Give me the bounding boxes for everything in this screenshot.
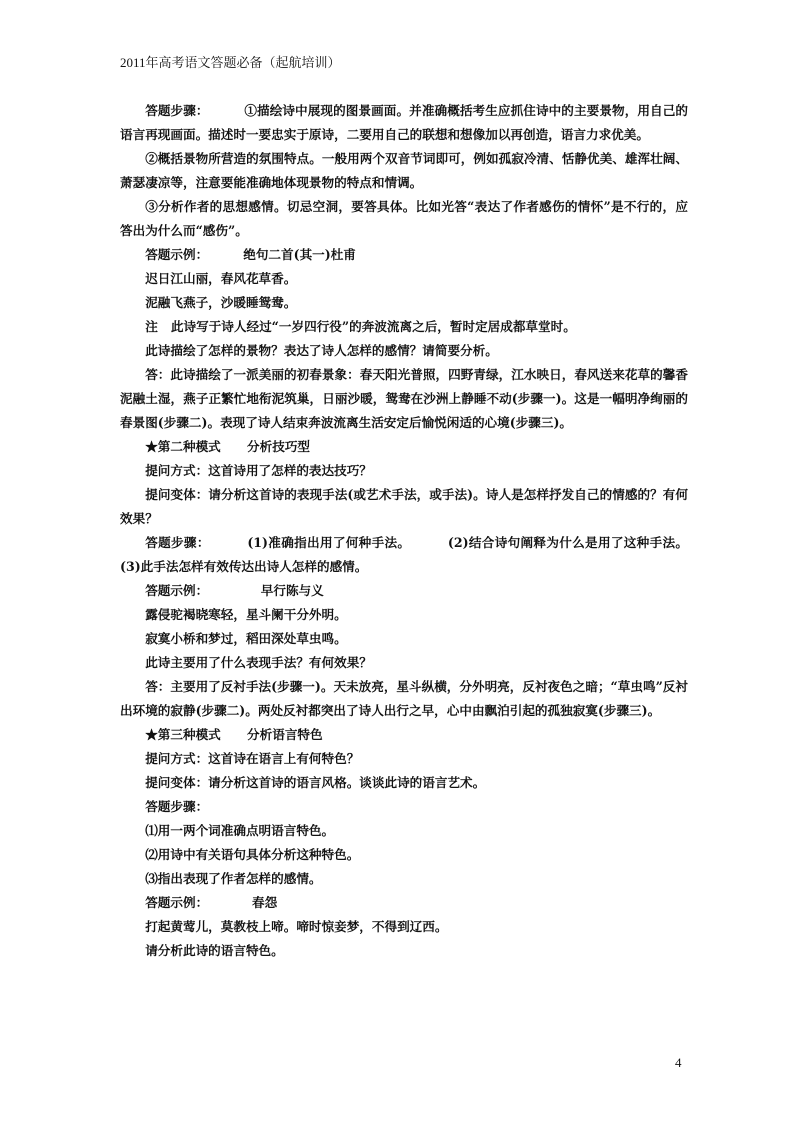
- paragraph: 答题步骤： (1)准确指出用了何种手法。 (2)结合诗句阐释为什么是用了这种手法。(3)此手法怎样有效传达出诗人怎样的感情。: [120, 535, 688, 574]
- paragraph: 提问方式：这首诗在语言上有何特色？: [145, 751, 360, 766]
- paragraph: ②概括景物所营造的氛围特点。一般用两个双音节词即可，例如孤寂冷清、恬静优美、雄浑壮阔、萧瑟凄凉等，注意要能准确地体现景物的特点和情调。: [120, 151, 688, 190]
- paragraph: 打起黄莺儿，莫教枝上啼。啼时惊妾梦，不得到辽西。: [145, 919, 448, 934]
- paragraph: 迟日江山丽，春风花草香。: [145, 271, 297, 286]
- list-item: ⑴用一两个词准确点明语言特色。: [145, 823, 335, 838]
- paragraph: 答题示例： 绝句二首(其一)杜甫: [145, 247, 356, 262]
- paragraph: 此诗描绘了怎样的景物？表达了诗人怎样的感情？请简要分析。: [145, 343, 498, 358]
- list-item: ⑵用诗中有关语句具体分析这种特色。: [145, 847, 360, 862]
- paragraph: 请分析此诗的语言特色。: [145, 943, 284, 958]
- paragraph: 提问变体：请分析这首诗的表现手法(或艺术手法，或手法)。诗人是怎样抒发自己的情感的？有何效果？: [120, 487, 688, 526]
- paragraph: 提问方式：这首诗用了怎样的表达技巧？: [145, 463, 372, 478]
- paragraph: 答题步骤：: [145, 799, 209, 814]
- paragraph: 答题步骤： ①描绘诗中展现的图景画面。并准确概括考生应抓住诗中的主要景物，用自己的语言再现画面。描述时一要忠实于原诗，二要用自己的联想和想像加以再创造，语言力求优美。: [120, 103, 688, 142]
- section-heading: ★第三种模式 分析语言特色: [145, 727, 323, 742]
- paragraph: 提问变体：请分析这首诗的语言风格。谈谈此诗的语言艺术。: [145, 775, 486, 790]
- paragraph: 寂寞小桥和梦过，稻田深处草虫鸣。: [145, 631, 347, 646]
- paragraph: 答题示例： 春怨: [145, 895, 278, 910]
- paragraph: 此诗主要用了什么表现手法？有何效果？: [145, 655, 372, 670]
- page-number: 4: [675, 1055, 682, 1070]
- paragraph: 答：主要用了反衬手法(步骤一)。天未放亮，星斗纵横，分外明亮，反衬夜色之暗；“草虫鸣”反衬出环境的寂静(步骤二)。两处反衬都突出了诗人出行之早，心中由飘泊引起的孤独寂寞(步骤三)。: [120, 679, 688, 718]
- document-body: [120, 99, 688, 963]
- paragraph: 注 此诗写于诗人经过“一岁四行役”的奔波流离之后，暂时定居成都草堂时。: [145, 319, 576, 334]
- paragraph: ③分析作者的思想感情。切忌空洞，要答具体。比如光答“表达了作者感伤的情怀”是不行的，应答出为什么而“感伤”。: [120, 199, 688, 238]
- paragraph: 露侵驼褐晓寒轻，星斗阑干分外明。: [145, 607, 347, 622]
- list-item: ⑶指出表现了作者怎样的感情。: [145, 871, 322, 886]
- paragraph: 答题示例： 早行陈与义: [145, 583, 324, 598]
- section-heading: ★第二种模式 分析技巧型: [145, 439, 311, 454]
- page-header: 2011年高考语文答题必备（起航培训）: [120, 55, 341, 70]
- paragraph: 答：此诗描绘了一派美丽的初春景象：春天阳光普照，四野青绿，江水映日，春风送来花草的馨香泥融土湿，燕子正繁忙地衔泥筑巢，日丽沙暖，鸳鸯在沙洲上静睡不动(步骤一)。这是一幅明净绚丽的春景图(步骤二)。表现了诗人结束奔波流离生活安定后愉悦闲适的心境(步骤三)。: [120, 367, 688, 430]
- paragraph: 泥融飞燕子，沙暖睡鸳鸯。: [145, 295, 297, 310]
